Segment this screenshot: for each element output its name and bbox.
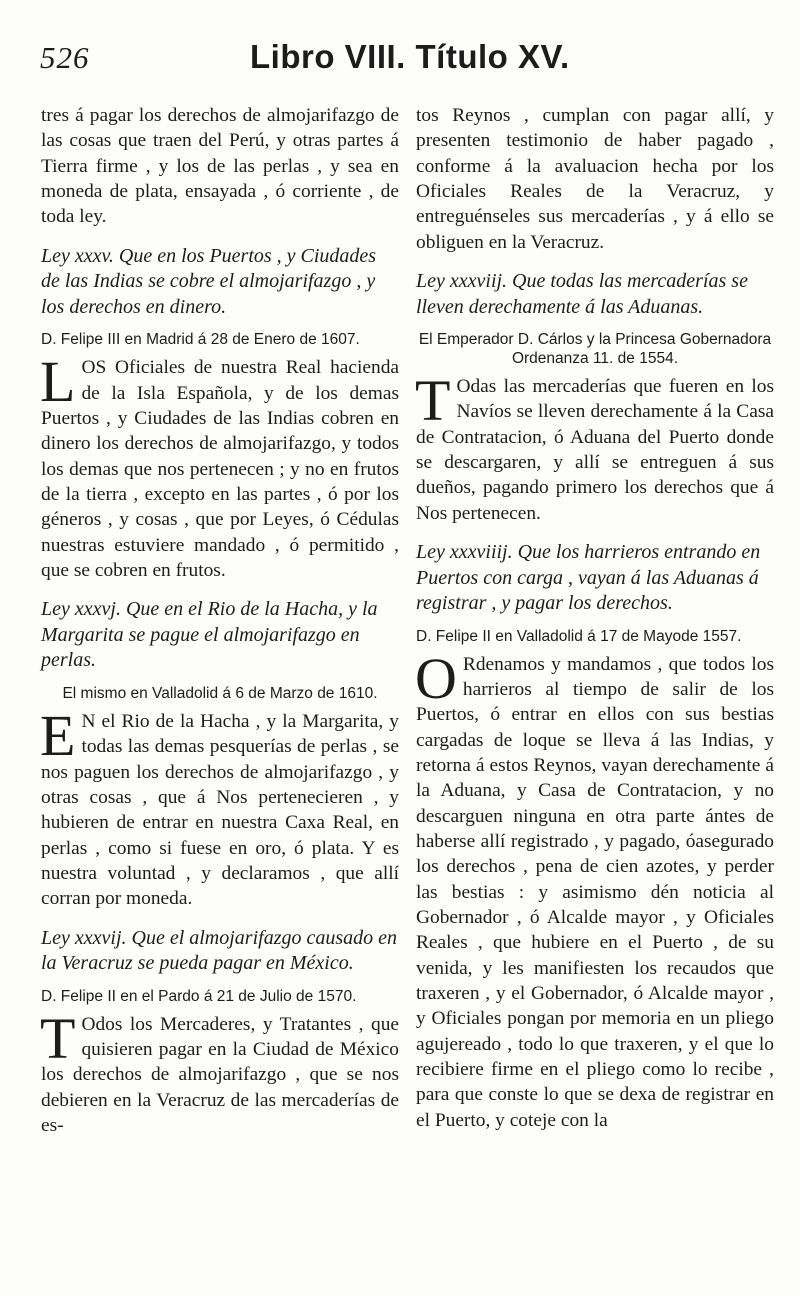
law-entry bbox=[416, 269, 774, 526]
law-source: D. Felipe II en Valladolid á 17 de Mayode 1557. bbox=[416, 627, 742, 645]
drop-cap: E bbox=[40, 702, 76, 768]
law-source: D. Felipe III en Madrid á 28 de Enero de 1607. bbox=[41, 331, 360, 349]
law-text: Odos los Mercaderes, y Tratantes , que quisieren pagar en la Ciudad de México los derechos de almojarifazgo , que se nos debieren en la Veracruz de las mercaderías de es- bbox=[41, 1013, 399, 1136]
drop-cap: T bbox=[40, 1005, 76, 1071]
left-column bbox=[41, 103, 399, 1138]
drop-cap: L bbox=[40, 349, 76, 415]
running-title: Libro VIII. Título XV. bbox=[250, 38, 570, 75]
law-text: N el Rio de la Hacha , y la Margarita, y todas las demas pesquerías de perlas , se nos paguen los derechos de almojarifazgo , y otras cosas , que á Nos pertenecieren , y hubieren de entrar en nuestra Caxa Real, en perlas , como si fuese en oro, ó plata. Y es nuestra voluntad , y declaramos , que allí corran por moneda. bbox=[41, 710, 399, 910]
law-body bbox=[40, 1005, 399, 1139]
law-text: Odas las mercaderías que fueren en los Navíos se lleven derechamente á la Casa de Contratacion, ó Aduana del Puerto donde se descargaren, y allí se entreguen á sus dueños, pagando primero los derechos que á Nos pertenecen. bbox=[416, 376, 774, 524]
law-body bbox=[40, 349, 399, 583]
law-entry bbox=[416, 540, 774, 1133]
law-title: Ley xxxvij. Que el almojarifazgo causado en la Veracruz se pueda pagar en México. bbox=[41, 926, 398, 975]
continued-text: tres á pagar los derechos de almojarifazgo de las cosas que traen del Perú, y otras partes á Tierra firme , y los de las perlas , y sea en moneda de plata, ensayada , ó corriente , de toda ley. bbox=[41, 105, 399, 228]
law-entry bbox=[41, 244, 399, 584]
law-title: Ley xxxv. Que en los Puertos , y Ciudades de las Indias se cobre el almojarifazgo , y los derechos en dinero. bbox=[41, 244, 377, 318]
law-body bbox=[415, 368, 774, 526]
law-text: OS Oficiales de nuestra Real hacienda de la Isla Española, y de los demas Puertos , y Ciudades de las Indias cobren en dinero los derechos de almojarifazgo, y todos los demas que nos pertenecen ; y no en frutos de la tierra , excepto en las partes , ó por los géneros , y cosas , que por Leyes, ó Cédulas nuestras estuviere mandado , ó permitido , que se cobren en frutos. bbox=[41, 357, 399, 581]
law-title: Ley xxxviiij. Que los harrieros entrando en Puertos con carga , vayan á las Aduanas á registrar , y pagar los derechos. bbox=[416, 541, 761, 615]
law-entry bbox=[41, 597, 399, 911]
law-body bbox=[40, 702, 399, 912]
right-column bbox=[416, 103, 774, 1133]
page-number: 526 bbox=[40, 40, 90, 75]
page-header bbox=[0, 38, 800, 88]
law-title: Ley xxxvj. Que en el Rio de la Hacha, y la Margarita se pague el almojarifazgo en perlas. bbox=[41, 598, 378, 672]
law-body bbox=[415, 645, 774, 1134]
law-text: Rdenamos y mandamos , que todos los harrieros al tiempo de salir de los Puertos, ó entrar en ellos con sus bestias cargadas de loque se lleva á las Indias, y retorna á estos Reynos, vayan derechamente á la Aduana, y Casa de Contratacion, y no descarguen ninguna en otra parte ántes de haberse allí registrado , y pagado, óasegurado los derechos , pena de cien azotes, y perder las bestias : y asimismo dén noticia al Gobernador , ó Alcalde mayor , y Oficiales Reales , que hubiere en el Puerto , de su venida, y les manifiesten los recaudos que traxeren , y el Gobernador, ó Alcalde mayor , y Oficiales pongan por memoria en un pliego agujereado , todo lo que traxeren, y el que lo recibiere firme en el pliego como lo recibe , para que conste lo que se dexa de registrar en el Puerto, y coteje con la bbox=[416, 653, 774, 1131]
continued-text: tos Reynos , cumplan con pagar allí, y presenten testimonio de haber pagado , conforme á la avaluacion hecha por los Oficiales Reales de la Veracruz, y entreguénseles sus mercaderías , y á ello se obliguen en la Veracruz. bbox=[416, 105, 774, 253]
law-source: El mismo en Valladolid á 6 de Marzo de 1610. bbox=[62, 684, 378, 702]
drop-cap: T bbox=[415, 368, 451, 434]
law-source: D. Felipe II en el Pardo á 21 de Julio de 1570. bbox=[41, 987, 357, 1005]
law-title: Ley xxxviij. Que todas las mercaderías se lleven derechamente á las Aduanas. bbox=[416, 270, 748, 318]
drop-cap: O bbox=[415, 645, 457, 711]
law-source: El Emperador D. Cárlos y la Princesa Gobernadora Ordenanza 11. de 1554. bbox=[418, 331, 772, 368]
law-entry bbox=[41, 926, 399, 1139]
